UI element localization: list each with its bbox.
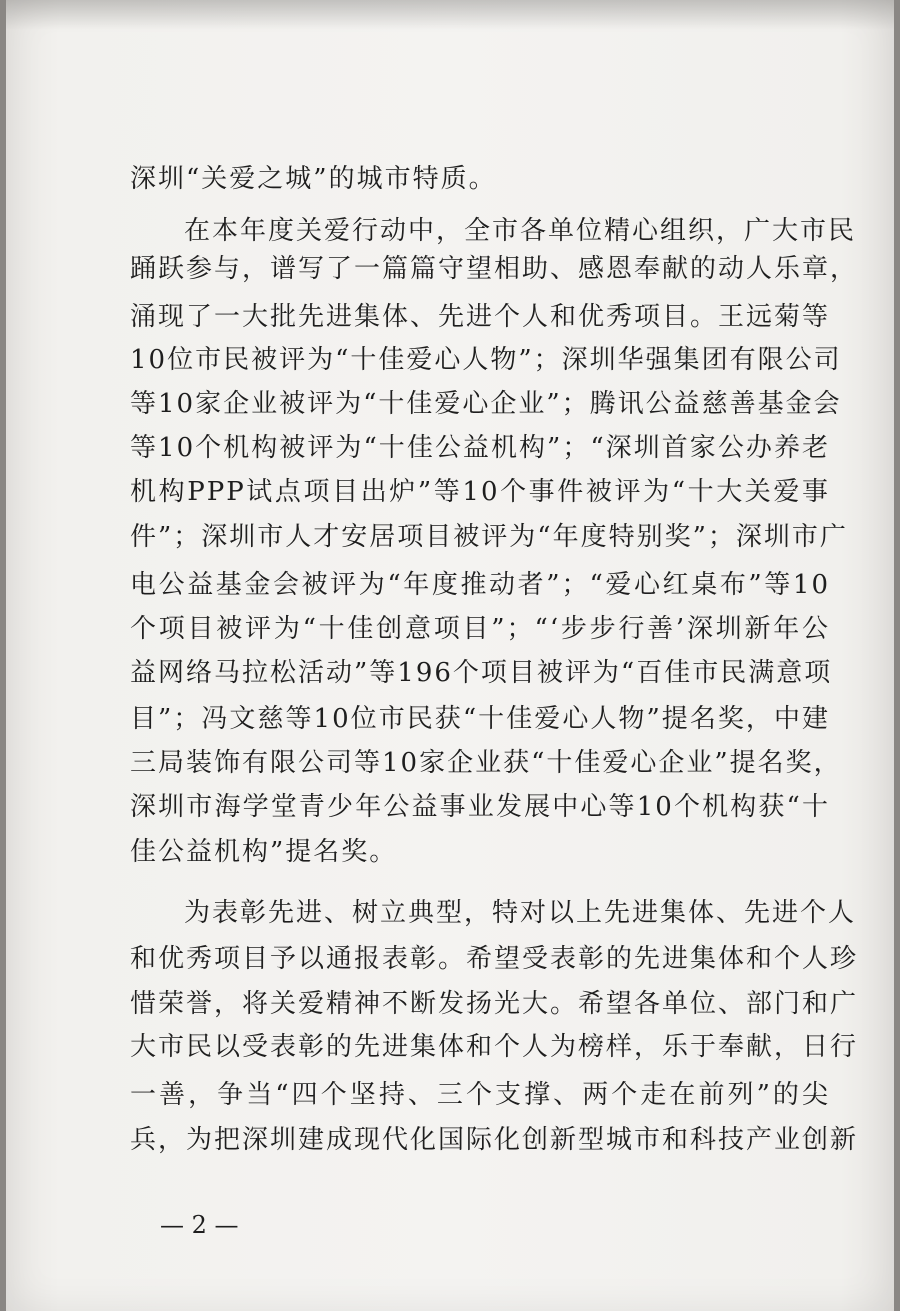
text-line-18: 和优秀项目予以通报表彰。希望受表彰的先进集体和个人珍: [130, 944, 859, 974]
text-line-5: 10位市民被评为“十佳爱心人物”；深圳华强集团有限公司: [130, 345, 842, 375]
text-line-3: 踊跃参与，谱写了一篇篇守望相助、感恩奉献的动人乐章，: [130, 254, 859, 284]
text-line-6: 等10家企业被评为“十佳爱心企业”；腾讯公益慈善基金会: [130, 389, 842, 419]
text-line-2: 在本年度关爱行动中，全市各单位精心组织，广大市民: [184, 216, 857, 246]
text-line-4: 涌现了一大批先进集体、先进个人和优秀项目。王远菊等: [130, 302, 831, 332]
text-line-7: 等10个机构被评为“十佳公益机构”；“深圳首家公办养老: [130, 433, 830, 463]
text-line-17: 为表彰先进、树立典型，特对以上先进集体、先进个人: [184, 898, 857, 928]
page-shadow: [6, 0, 894, 30]
page-number: — 2 —: [160, 1211, 239, 1239]
text-line-12: 益网络马拉松活动”等196个项目被评为“百佳市民满意项: [130, 658, 833, 688]
text-line-20: 大市民以受表彰的先进集体和个人为榜样，乐于奉献，日行: [130, 1032, 859, 1062]
text-line-22: 兵，为把深圳建成现代化国际化创新型城市和科技产业创新: [130, 1125, 859, 1155]
text-line-13: 目”；冯文慈等10位市民获“十佳爱心人物”提名奖，中建: [130, 704, 830, 734]
text-line-21: 一善，争当“四个坚持、三个支撑、两个走在前列”的尖: [130, 1080, 830, 1110]
text-line-19: 惜荣誉，将关爱精神不断发扬光大。希望各单位、部门和广: [130, 989, 859, 1019]
text-line-11: 个项目被评为“十佳创意项目”；“‘步步行善’深圳新年公: [130, 614, 830, 644]
text-line-9: 件”；深圳市人才安居项目被评为“年度特别奖”；深圳市广: [130, 522, 848, 552]
text-line-14: 三局装饰有限公司等10家企业获“十佳爱心企业”提名奖，: [130, 748, 842, 778]
text-line-10: 电公益基金会被评为“年度推动者”；“爱心红桌布”等10: [130, 570, 830, 600]
text-line-8: 机构PPP试点项目出炉”等10个事件被评为“十大关爱事: [130, 477, 830, 507]
text-line-1: 深圳“关爱之城”的城市特质。: [130, 164, 497, 194]
text-line-16: 佳公益机构”提名奖。: [130, 837, 398, 867]
text-line-15: 深圳市海学堂青少年公益事业发展中心等10个机构获“十: [130, 792, 830, 822]
